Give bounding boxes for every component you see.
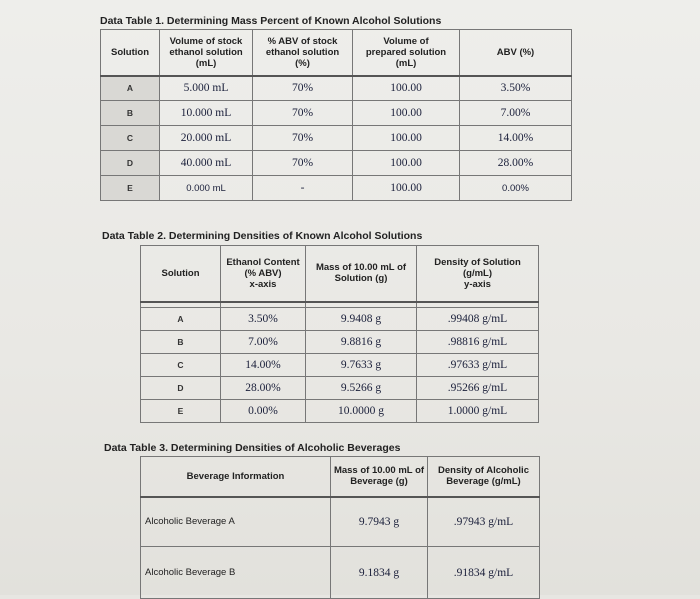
- table2-solution-label: B: [141, 331, 221, 354]
- table-row: [101, 101, 572, 126]
- table2-header-row: [141, 246, 539, 302]
- table1-volume-stock-cell: 0.000 mL: [160, 176, 253, 201]
- table2: [140, 245, 539, 423]
- table2-density-cell: 1.0000 g/mL: [417, 400, 539, 423]
- table-row: [101, 151, 572, 176]
- table1-solution-label: A: [101, 76, 160, 101]
- table2-header-solution: Solution: [141, 246, 221, 302]
- table3-beverage-label: Alcoholic Beverage B: [141, 547, 331, 599]
- table1-volume-prepared-cell: 100.00: [353, 101, 460, 126]
- table1-volume-stock-cell: 40.000 mL: [160, 151, 253, 176]
- table3-header-density: Density of Alcoholic Beverage (g/mL): [428, 457, 540, 497]
- table1-solution-label: D: [101, 151, 160, 176]
- table1-header-abv-stock: % ABV of stock ethanol solution (%): [253, 30, 353, 76]
- table2-solution-label: C: [141, 354, 221, 377]
- table-row: [141, 354, 539, 377]
- table1-volume-prepared-cell: 100.00: [353, 176, 460, 201]
- table3-header-mass: Mass of 10.00 mL of Beverage (g): [331, 457, 428, 497]
- table1-volume-stock-cell: 5.000 mL: [160, 76, 253, 101]
- table-row: [141, 308, 539, 331]
- table1-abv-stock-cell: 70%: [253, 151, 353, 176]
- table1-volume-stock-cell: 10.000 mL: [160, 101, 253, 126]
- table1-header-volume-stock: Volume of stock ethanol solution (mL): [160, 30, 253, 76]
- table3-title: Data Table 3. Determining Densities of Alcoholic Beverages: [104, 442, 401, 454]
- table3-beverage-label: Alcoholic Beverage A: [141, 497, 331, 547]
- table1-title: Data Table 1. Determining Mass Percent of Known Alcohol Solutions: [100, 15, 442, 27]
- table1-volume-prepared-cell: 100.00: [353, 76, 460, 101]
- table2-mass-cell: 10.0000 g: [306, 400, 417, 423]
- table-row: [101, 76, 572, 101]
- table1-abv-cell: 3.50%: [460, 76, 572, 101]
- table1-header-solution: Solution: [101, 30, 160, 76]
- table2-solution-label: E: [141, 400, 221, 423]
- table3: [140, 456, 540, 599]
- table2-density-cell: .99408 g/mL: [417, 308, 539, 331]
- table3-header-row: [141, 457, 540, 497]
- table1-abv-stock-cell: 70%: [253, 76, 353, 101]
- table1-solution-label: C: [101, 126, 160, 151]
- table2-solution-label: D: [141, 377, 221, 400]
- table2-ethanol-content-cell: 3.50%: [221, 308, 306, 331]
- table2-ethanol-content-cell: 7.00%: [221, 331, 306, 354]
- table2-density-cell: .97633 g/mL: [417, 354, 539, 377]
- table2-solution-label: A: [141, 308, 221, 331]
- table2-header-mass: Mass of 10.00 mL of Solution (g): [306, 246, 417, 302]
- table1-volume-prepared-cell: 100.00: [353, 126, 460, 151]
- table1: [100, 29, 572, 201]
- table3-density-cell: .91834 g/mL: [428, 547, 540, 599]
- table1-solution-label: B: [101, 101, 160, 126]
- table2-ethanol-content-cell: 0.00%: [221, 400, 306, 423]
- table2-density-cell: .98816 g/mL: [417, 331, 539, 354]
- table2-density-cell: .95266 g/mL: [417, 377, 539, 400]
- table1-abv-stock-cell: 70%: [253, 101, 353, 126]
- table-row: [101, 126, 572, 151]
- table1-abv-cell: 7.00%: [460, 101, 572, 126]
- table1-volume-prepared-cell: 100.00: [353, 151, 460, 176]
- table3-density-cell: .97943 g/mL: [428, 497, 540, 547]
- table2-title: Data Table 2. Determining Densities of Known Alcohol Solutions: [102, 230, 423, 242]
- table-row: [141, 377, 539, 400]
- table1-abv-cell: 0.00%: [460, 176, 572, 201]
- table1-abv-stock-cell: -: [253, 176, 353, 201]
- table1-solution-label: E: [101, 176, 160, 201]
- table2-header-ethanol-content: Ethanol Content (% ABV) x-axis: [221, 246, 306, 302]
- table1-abv-cell: 28.00%: [460, 151, 572, 176]
- table2-mass-cell: 9.5266 g: [306, 377, 417, 400]
- table-row: [141, 547, 540, 599]
- table2-mass-cell: 9.9408 g: [306, 308, 417, 331]
- table-row: [141, 400, 539, 423]
- table3-mass-cell: 9.1834 g: [331, 547, 428, 599]
- table1-abv-stock-cell: 70%: [253, 126, 353, 151]
- table2-ethanol-content-cell: 14.00%: [221, 354, 306, 377]
- table1-header-row: [101, 30, 572, 76]
- table-row: [141, 331, 539, 354]
- table1-abv-cell: 14.00%: [460, 126, 572, 151]
- table3-mass-cell: 9.7943 g: [331, 497, 428, 547]
- table3-header-info: Beverage Information: [141, 457, 331, 497]
- table1-header-volume-prepared: Volume of prepared solution (mL): [353, 30, 460, 76]
- table2-mass-cell: 9.7633 g: [306, 354, 417, 377]
- table2-ethanol-content-cell: 28.00%: [221, 377, 306, 400]
- table-row: [141, 497, 540, 547]
- table2-mass-cell: 9.8816 g: [306, 331, 417, 354]
- table-row: [101, 176, 572, 201]
- table1-volume-stock-cell: 20.000 mL: [160, 126, 253, 151]
- table2-header-density: Density of Solution (g/mL) y-axis: [417, 246, 539, 302]
- table1-header-abv: ABV (%): [460, 30, 572, 76]
